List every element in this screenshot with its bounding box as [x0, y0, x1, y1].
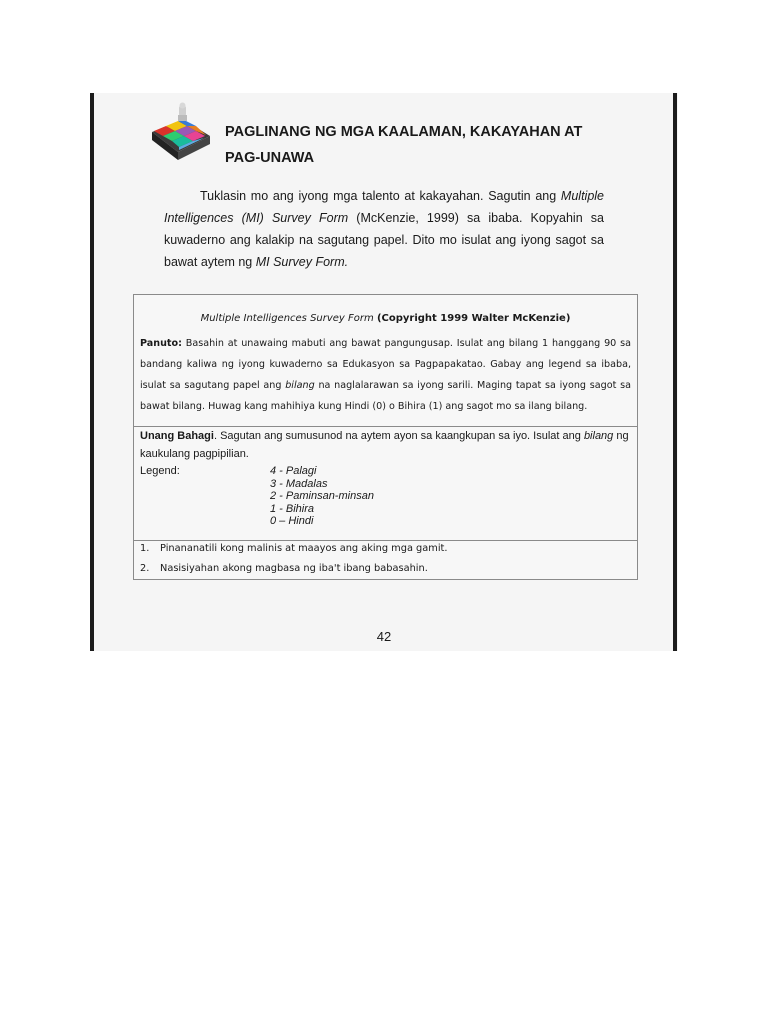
form-title: Multiple Intelligences Survey Form (Copyright 1999 Walter McKenzie)	[200, 313, 571, 324]
survey-item: 1. Pinananatili kong malinis at maayos ang aking mga gamit.	[140, 543, 448, 554]
heading-line-1: PAGLINANG NG MGA KAALAMAN, KAKAYAHAN AT	[225, 124, 583, 140]
page-number: 42	[376, 629, 392, 644]
intro-paragraph: Tuklasin mo ang iyong mga talento at kakayahan. Sagutin ang Multiple Intelligences (MI) Survey Form (McKenzie, 1999) sa ibaba. Kopyahin sa kuwaderno ang kalakip na sagutang papel. Dito mo isulat ang iyong sagot sa bawat aytem ng MI Survey Form.	[164, 189, 604, 269]
form-instructions-section	[134, 295, 637, 427]
unang-bahagi-paragraph: Unang Bahagi. Sagutan ang sumusunod na aytem ayon sa kaangkupan sa iyo. Isulat ang bilang ng kaukulang pagpipilian.	[140, 430, 629, 460]
puzzle-logo-icon	[148, 102, 214, 168]
panuto-paragraph: Panuto: Basahin at unawaing mabuti ang bawat pangungusap. Isulat ang bilang 1 hanggang 90 sa bandang kaliwa ng iyong kuwaderno sa Edukasyon sa Pagpapakatao. Gabay ang legend sa ibaba, isulat sa sagutang papel ang bilang na naglalarawan sa iyong sarili. Maging tapat sa iyong sagot sa bawat bilang. Huwag kang mahihiya kung Hindi (0) o Bihira (1) ang sagot mo sa ilang bilang.	[140, 338, 631, 412]
legend-item: 2 - Paminsan-minsan	[270, 490, 374, 502]
unang-bahagi-label: Unang Bahagi	[140, 430, 214, 442]
intro-italic-2: MI Survey Form.	[255, 255, 349, 269]
legend-list	[270, 465, 374, 528]
panuto-label: Panuto:	[140, 338, 182, 349]
legend-item: 4 - Palagi	[270, 465, 317, 477]
legend-item: 1 - Bihira	[270, 502, 315, 515]
page-left-border	[90, 93, 94, 651]
legend-item: 3 - Madalas	[270, 477, 328, 490]
legend-item: 0 – Hindi	[270, 515, 314, 527]
heading-line-2: PAG-UNAWA	[225, 150, 315, 166]
survey-item: 2. Nasisiyahan akong magbasa ng iba't ibang babasahin.	[140, 563, 428, 574]
legend-label: Legend:	[140, 465, 180, 477]
survey-form-box	[133, 294, 638, 580]
section-heading	[225, 119, 605, 171]
page-right-border	[673, 93, 677, 651]
intro-italic-1: Multiple Intelligences (MI) Survey Form	[164, 189, 604, 225]
